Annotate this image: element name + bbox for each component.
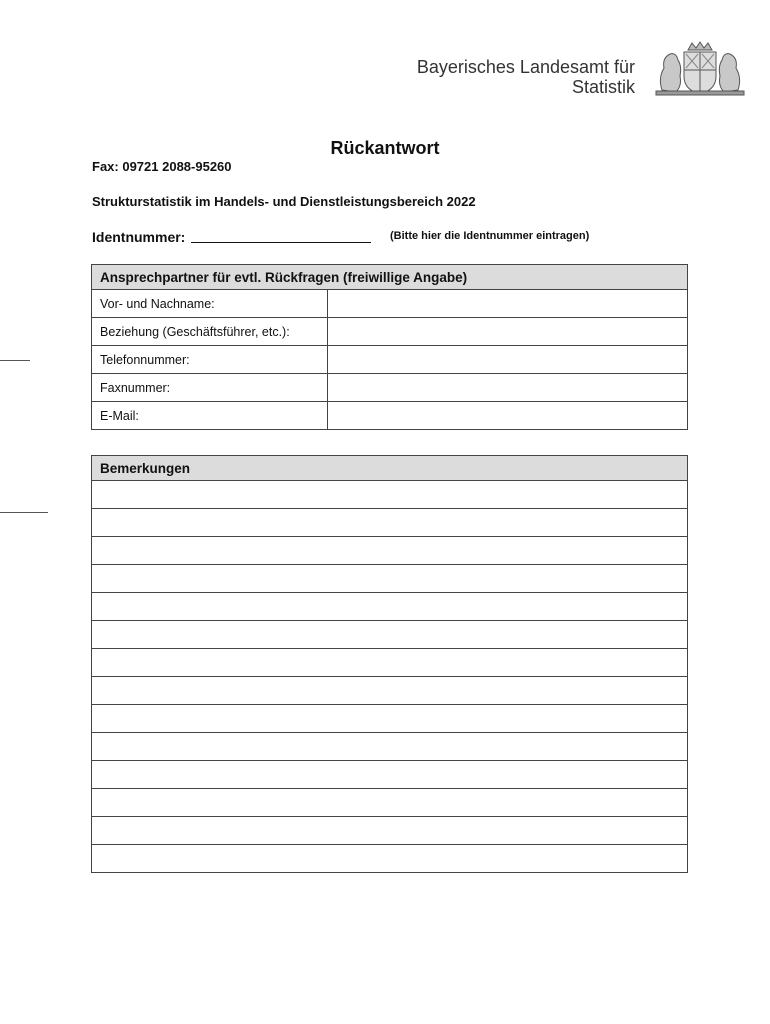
remarks-table-header: Bemerkungen [92,456,688,481]
remarks-input-line[interactable] [92,789,688,817]
contact-label-relation: Beziehung (Geschäftsführer, etc.): [92,318,328,346]
remarks-input-line[interactable] [92,621,688,649]
ident-label: Identnummer: [92,229,186,245]
table-row [92,346,688,374]
remarks-table [91,455,688,873]
punch-mark [0,512,48,513]
contact-table [91,264,688,430]
remarks-line [92,565,688,593]
table-row [92,318,688,346]
remarks-lines [92,481,688,873]
remarks-line [92,677,688,705]
coat-of-arms-icon [652,40,748,96]
remarks-input-line[interactable] [92,817,688,845]
remarks-input-line[interactable] [92,705,688,733]
contact-input-relation[interactable] [328,318,688,346]
remarks-input-line[interactable] [92,537,688,565]
table-row [92,402,688,430]
contact-input-phone[interactable] [328,346,688,374]
remarks-line [92,789,688,817]
table-row [92,374,688,402]
remarks-input-line[interactable] [92,649,688,677]
form-title: Rückantwort [330,138,440,158]
table-row [92,290,688,318]
remarks-line [92,621,688,649]
remarks-input-line[interactable] [92,565,688,593]
fold-mark [0,360,30,361]
remarks-line [92,817,688,845]
agency-name-line2: Statistik [571,77,635,97]
ident-field [92,228,371,245]
remarks-input-line[interactable] [92,481,688,509]
survey-title: Strukturstatistik im Handels- und Dienstleistungsbereich 2022 [92,194,476,209]
remarks-input-line[interactable] [92,509,688,537]
remarks-line [92,733,688,761]
fax-number: Fax: 09721 2088-95260 [92,159,232,174]
contact-input-name[interactable] [328,290,688,318]
remarks-input-line[interactable] [92,593,688,621]
remarks-line [92,649,688,677]
remarks-line [92,593,688,621]
contact-label-fax: Faxnummer: [92,374,328,402]
contact-label-phone: Telefonnummer: [92,346,328,374]
remarks-input-line[interactable] [92,733,688,761]
contact-label-email: E-Mail: [92,402,328,430]
contact-table-header: Ansprechpartner für evtl. Rückfragen (freiwillige Angabe) [92,265,688,290]
ident-hint: (Bitte hier die Identnummer eintragen) [390,230,590,242]
remarks-line [92,761,688,789]
remarks-input-line[interactable] [92,761,688,789]
contact-input-fax[interactable] [328,374,688,402]
contact-label-name: Vor- und Nachname: [92,290,328,318]
remarks-line [92,509,688,537]
remarks-input-line[interactable] [92,677,688,705]
remarks-line [92,537,688,565]
ident-input-line[interactable] [191,228,371,243]
contact-input-email[interactable] [328,402,688,430]
agency-name-line1: Bayerisches Landesamt für [416,57,635,77]
agency-name [417,57,635,97]
remarks-line [92,481,688,509]
remarks-line [92,705,688,733]
remarks-input-line[interactable] [92,845,688,873]
remarks-line [92,845,688,873]
